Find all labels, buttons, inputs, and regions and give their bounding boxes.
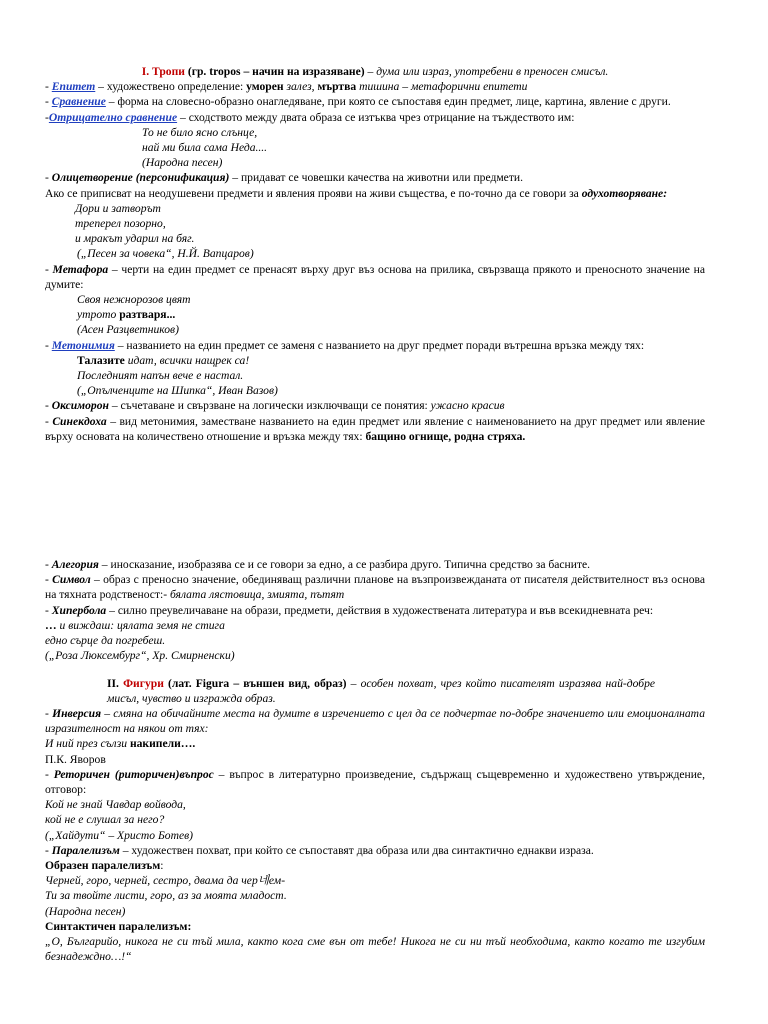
- verse-line: Ти за твойте листи, горо, аз за моята младост.: [45, 889, 287, 903]
- oxymoron-ex: ужасно красив: [430, 399, 505, 413]
- verse-part-bold: Талазите: [77, 353, 125, 367]
- verse-line: треперел позорно,: [75, 217, 166, 231]
- synecdoche-term: Синекдоха: [52, 414, 107, 428]
- figurative-parallelism-title: [45, 858, 705, 873]
- verse-source: („Песен за човека“, Н.Й. Вапцаров): [77, 247, 254, 261]
- allegory-def: – иносказание, изобразява се и се говори за едно, а се разбира друго. Типична средство за басните.: [98, 558, 591, 572]
- metaphor-def: – черти на един предмет се пренасят върху друг въз основа на прилика, свързваща прякото и преносното значение на думите:: [45, 262, 705, 291]
- hyperbole-def: – силно преувеличаване на образи, предмети, действия в художествената литература и във всекидневната реч:: [106, 603, 654, 617]
- metonymy-def: – названието на един предмет се заменя с названието на друг предмет поради вътрешна връзка между тях:: [114, 338, 645, 352]
- verse-line: [45, 618, 705, 633]
- rhetorical-def: – въпрос в литературно произведение, съдържащ същевременно и художествено утвърждение, отговор:: [45, 767, 705, 796]
- personification-def: – придават се човешки качества на животни или предмети.: [229, 171, 523, 185]
- inversion-def: – смяна на обичайните места на думите в изречението с цел да се подчертае по-добре значението или емоционалната изразителност на някои от тях:: [45, 706, 705, 736]
- metonymy-term[interactable]: Метонимия: [51, 338, 115, 352]
- section1-num: I.: [141, 65, 150, 78]
- verse-source: (Народна песен): [142, 156, 223, 170]
- verse-source: П.К. Яворов: [45, 752, 106, 766]
- verse-line: „О, Българийо, никога не си тъй мила, както кога сме вън от тебе! Никога не си ни тъй необходима, както когато те изгубим безнадеждно…!“: [45, 934, 705, 964]
- inversion-entry: - Инверсия – смяна на обичайните места на думите в изречението с цел да се подчертае по-добре значението или емоционалната изразителност на някои от тях:: [45, 706, 705, 736]
- personification-text: [45, 186, 705, 201]
- verse-source: („Опълченците на Шипка“, Иван Вазов): [77, 384, 278, 398]
- verse-source: (Народна песен): [45, 904, 126, 918]
- section2-name: Фигури: [123, 676, 164, 690]
- symbol-term: Символ: [52, 573, 91, 587]
- oxymoron-entry: - Оксиморон – съчетаване и свързване на логически изключващи се понятия: ужасно красив: [45, 399, 505, 413]
- oxymoron-def: – съчетаване и свързване на логически изключващи се понятия:: [108, 399, 431, 413]
- hyperbole-entry: - Хипербола – силно преувеличаване на образи, предмети, действия в художествената литература и във всекидневната реч:: [45, 603, 654, 617]
- verse-line: [45, 307, 705, 322]
- section1-origin: (гр. tropos – начин на изразяване): [187, 65, 365, 78]
- neg-simile-term[interactable]: Отрицателно сравнение: [48, 110, 178, 124]
- personification-term2: одухотворяване:: [581, 186, 668, 200]
- verse-line: [45, 353, 705, 368]
- epithet-ex1: уморен: [246, 80, 284, 94]
- verse-line: най ми била сама Неда....: [142, 141, 268, 155]
- epithet-term[interactable]: Епитет: [51, 80, 96, 94]
- verse-part-bold: разтваря...: [119, 308, 176, 322]
- synecdoche-entry: - Синекдоха – вид метонимия, заместване названието на един предмет или явление с наименованието на друг предмет или явление върху основата на количествено отношение и връзка между тях: бащино огнище, родна стряха.: [45, 414, 706, 443]
- verse-line: То не било ясно слънце,: [142, 125, 258, 139]
- verse-part: утрото: [77, 308, 120, 322]
- verse-source: (Асен Разцветников): [77, 323, 179, 337]
- verse-line: Своя нежнорозов цвят: [77, 293, 191, 307]
- personification-entry: - Олицетворение (персонификация) – придават се човешки качества на животни или предмети.: [45, 171, 523, 185]
- verse-line: [45, 736, 705, 751]
- rhetorical-term: Реторичен (риторичен)въпрос: [53, 767, 214, 781]
- section1-name: Тропи: [152, 65, 185, 78]
- symbol-entry: - Символ – образ с преносно значение, обединяващ различни планове на възпроизвежданата от писателя действителност въз основа на тяхната родственост:- бялата лястовица, змията, пътят: [45, 573, 705, 602]
- epithet-ex2: залез,: [283, 80, 318, 94]
- verse-source: („Хайдути“ – Христо Ботев): [45, 828, 193, 842]
- simile-def: – форма на словесно-образно онагледяване, при която се съпоставя един предмет, лице, картина, явление с други.: [105, 95, 671, 109]
- section2-heading: [45, 676, 705, 706]
- verse-line: едно сърце да погребеш.: [45, 634, 166, 648]
- allegory-term: Алегория: [51, 558, 99, 572]
- inversion-term: Инверсия: [52, 706, 102, 720]
- symbol-ex: бялата лястовица, змията, пътят: [170, 588, 345, 602]
- simile-term[interactable]: Сравнение: [51, 95, 106, 109]
- verse-line: Последният напън вече е настал.: [77, 369, 244, 383]
- parallelism-entry: - Паралелизъм – художествен похват, при който се съпоставят два образа или два синтактично еднакви израза.: [45, 843, 594, 857]
- verse-source: („Роза Люксембург“, Хр. Смирненски): [45, 649, 235, 663]
- verse-line: Черней, горо, черней, сестро, двама да чер네ем-: [45, 874, 286, 888]
- epithet-ex3: мъртва: [317, 80, 357, 94]
- blank-space: [45, 444, 705, 557]
- section2-def: – особен похват, чрез който писателят изразява най-добре мисъл, чувство и изгражда образ.: [107, 676, 656, 705]
- oxymoron-term: Оксиморон: [51, 399, 109, 413]
- rhetorical-entry: - Реторичен (риторичен)въпрос – въпрос в литературно произведение, съдържащ същевременно и художествено утвърждение, отговор:: [45, 767, 705, 796]
- synecdoche-ex: бащино огнище, родна стряха.: [365, 429, 526, 443]
- section2-num: II.: [107, 676, 119, 690]
- spacer: [45, 664, 705, 676]
- verse-line: Кой не знай Чавдар войвода,: [45, 798, 186, 812]
- verse-line: кой не е слушал за него?: [45, 813, 165, 827]
- hyperbole-term: Хипербола: [51, 603, 107, 617]
- verse-part-bold: …: [45, 618, 60, 632]
- neg-simile-entry: -Отрицателно сравнение – сходството между двата образа се изтъква чрез отрицание на тъждеството им:: [45, 110, 575, 124]
- symbol-def: – образ с преносно значение, обединяващ различни планове на възпроизвежданата от писателя действителност въз основа на тяхната родственост:-: [45, 573, 705, 602]
- parallelism-term: Паралелизъм: [51, 843, 120, 857]
- section1-def: – дума или израз, употребени в преносен смисъл.: [364, 65, 609, 78]
- epithet-def: – художествено определение:: [95, 80, 247, 94]
- allegory-entry: - Алегория – иносказание, изобразява се и се говори за едно, а се разбира друго. Типична средство за басните.: [45, 558, 591, 572]
- figurative-title-colon: :: [160, 858, 164, 872]
- parallelism-def: – художествен похват, при който се съпоставят два образа или два синтактично еднакви израза.: [119, 843, 594, 857]
- figurative-title-text: Образен паралелизъм: [45, 858, 161, 872]
- metonymy-entry: - Метонимия – названието на един предмет се заменя с названието на друг предмет поради вътрешна връзка между тях:: [45, 338, 645, 352]
- verse-line: Дори и затворът: [75, 201, 161, 215]
- section2-origin: (лат. Figura – външен вид, образ): [168, 676, 347, 690]
- neg-simile-def: – сходството между двата образа се изтъква чрез отрицание на тъждеството им:: [177, 110, 575, 124]
- syntactic-parallelism-title: Синтактичен паралелизъм:: [45, 919, 192, 933]
- metaphor-term: Метафора: [52, 262, 109, 276]
- verse-part: И ний през сълзи: [45, 737, 130, 751]
- epithet-ex4: тишина – метафорични епитети: [356, 80, 528, 94]
- personification-term: Олицетворение (персонификация): [51, 171, 230, 185]
- synecdoche-def: – вид метонимия, заместване названието на един предмет или явление с наименованието на друг предмет или явление върху основата на количествено отношение и връзка между тях:: [45, 414, 706, 443]
- verse-part: идат, всички нащрек са!: [124, 353, 250, 367]
- simile-entry: - Сравнение – форма на словесно-образно онагледяване, при която се съпоставя един предмет, лице, картина, явление с други.: [45, 95, 671, 109]
- epithet-entry: - Епитет – художествено определение: уморен залез, мъртва тишина – метафорични епитети: [45, 80, 528, 94]
- section1-heading: [45, 64, 705, 79]
- personification-body: Ако се приписват на неодушевени предмети и явления прояви на живи същества, е по-точно да се говори за: [45, 186, 582, 200]
- verse-part: и виждаш: цялата земя не стига: [59, 618, 225, 632]
- verse-part-bold: накипели….: [129, 737, 196, 751]
- verse-line: и мракът ударил на бяг.: [75, 232, 195, 246]
- document-page: [45, 64, 705, 964]
- metaphor-entry: - Метафора – черти на един предмет се пренасят върху друг въз основа на прилика, свързваща прякото и преносното значение на думите:: [45, 262, 705, 291]
